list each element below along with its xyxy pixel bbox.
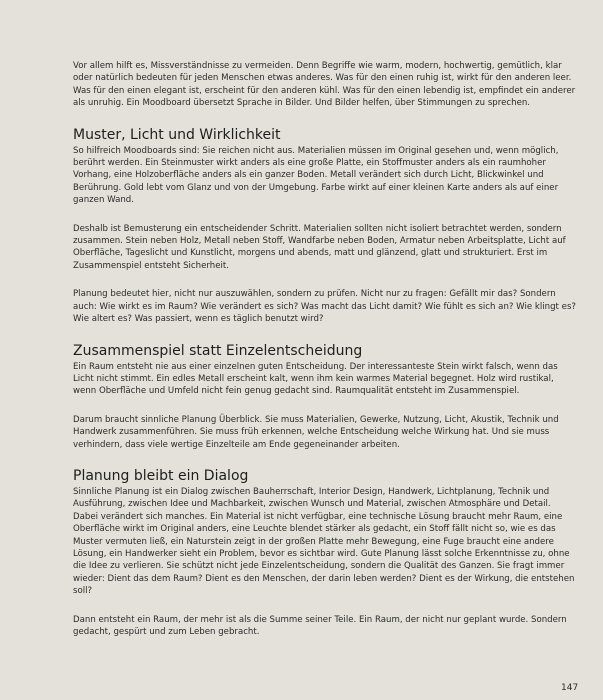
page-content (73, 60, 578, 654)
body-paragraph: Planung bedeutet hier, nicht nur auszuwählen, sondern zu prüfen. Nicht nur zu fragen: Gefällt mir das? Sondern auch: Wie wirkt es im Raum? Wie verändert es sich? Was macht das Licht damit? Wie fühlt es sich an? Wie klingt es? Wie altert es? Was passiert, wenn es täglich benutzt wird? (73, 289, 576, 325)
body-paragraph: Sinnliche Planung ist ein Dialog zwischen Bauherrschaft, Interior Design, Handwerk, Lichtplanung, Technik und Ausführung, zwischen Idee und Machbarkeit, zwischen Wunsch und Material, zwischen Atmosphäre und Detail. Dabei verändert sich manches. Ein Material ist nicht verfügbar, eine technische Lösung braucht mehr Raum, eine Oberfläche wirkt im Original anders, eine Leuchte blendet stärker als gedacht, ein Stoff fällt nicht so, wie es das Muster vermuten ließ, ein Naturstein zeigt in der großen Platte mehr Bewegung, eine Fuge braucht eine andere Lösung, ein Handwerker sieht ein Problem, bevor es sichtbar wird. Gute Planung lässt solche Erkenntnisse zu, ohne die Idee zu verlieren. Sie schützt nicht jede Einzelentscheidung, sondern die Qualität des Ganzen. Sie fragt immer wieder: Dient das dem Raum? Dient es den Menschen, der darin leben werden? Dient es der Wirkung, die entstehen soll? (73, 486, 575, 597)
section-heading: Planung bleibt ein Dialog (73, 467, 249, 484)
section-muster-licht (73, 126, 578, 326)
body-paragraph: Dann entsteht ein Raum, der mehr ist als die Summe seiner Teile. Ein Raum, der nicht nur geplant wurde. Sondern gedacht, gespürt und zum Leben gebracht. (73, 614, 567, 637)
intro-paragraph: Vor allem hilft es, Missverständnisse zu vermeiden. Denn Begriffe wie warm, modern, hochwertig, gemütlich, klar oder natürlich bedeuten für jeden Menschen etwas anderes. Was für den einen ruhig ist, wirkt für den anderen leer. Was für den einen elegant ist, erscheint für den anderen kühl. Was für den einen lebendig ist, empfindet ein anderer als unruhig. Ein Moodboard übersetzt Sprache in Bilder. Und Bilder helfen, über Stimmungen zu sprechen. (73, 61, 576, 109)
section-heading: Muster, Licht und Wirklichkeit (73, 126, 281, 143)
body-paragraph: Ein Raum entsteht nie aus einer einzelnen guten Entscheidung. Der interessanteste Stein wirkt falsch, wenn das Licht nicht stimmt. Ein edles Metall erscheint kalt, wenn ihm kein warmes Material begegnet. Holz wird rustikal, wenn Oberfläche und Umfeld nicht fein genug gedacht sind. Raumqualität entsteht im Zusammenspiel. (73, 361, 558, 397)
body-paragraph: So hilfreich Moodboards sind: Sie reichen nicht aus. Materialien müssen im Original gesehen und, wenn möglich, berührt werden. Ein Steinmuster wirkt anders als eine große Platte, ein Stoffmuster anders als ein raumhoher Vorhang, eine Holzoberfläche anders als ein ganzer Boden. Metall verändert sich durch Licht, Blickwinkel und Berührung. Gold lebt vom Glanz und von der Umgebung. Farbe wirkt auf einer kleinen Karte anders als auf einer ganzen Wand. (73, 145, 559, 206)
section-zusammenspiel (73, 342, 578, 451)
section-heading: Zusammenspiel statt Einzelentscheidung (73, 342, 363, 359)
body-paragraph: Darum braucht sinnliche Planung Überblick. Sie muss Materialien, Gewerke, Nutzung, Licht, Akustik, Technik und Handwerk zusammenführen. Sie muss früh erkennen, welche Entscheidung welche Wirkung hat. Und sie muss verhindern, dass viele wertige Einzelteile am Ende gegeneinander arbeiten. (73, 414, 559, 450)
body-paragraph: Deshalb ist Bemusterung ein entscheidender Schritt. Materialien sollten nicht isoliert betrachtet werden, sondern zusammen. Stein neben Holz, Metall neben Stoff, Wandfarbe neben Boden, Armatur neben Arbeitsplatte, Licht auf Oberfläche, Tageslicht und Kunstlicht, morgens und abends, matt und glänzend, glatt und strukturiert. Erst im Zusammenspiel entsteht Sicherheit. (73, 223, 566, 271)
page-number: 147 (561, 683, 579, 693)
section-dialog (73, 467, 578, 638)
